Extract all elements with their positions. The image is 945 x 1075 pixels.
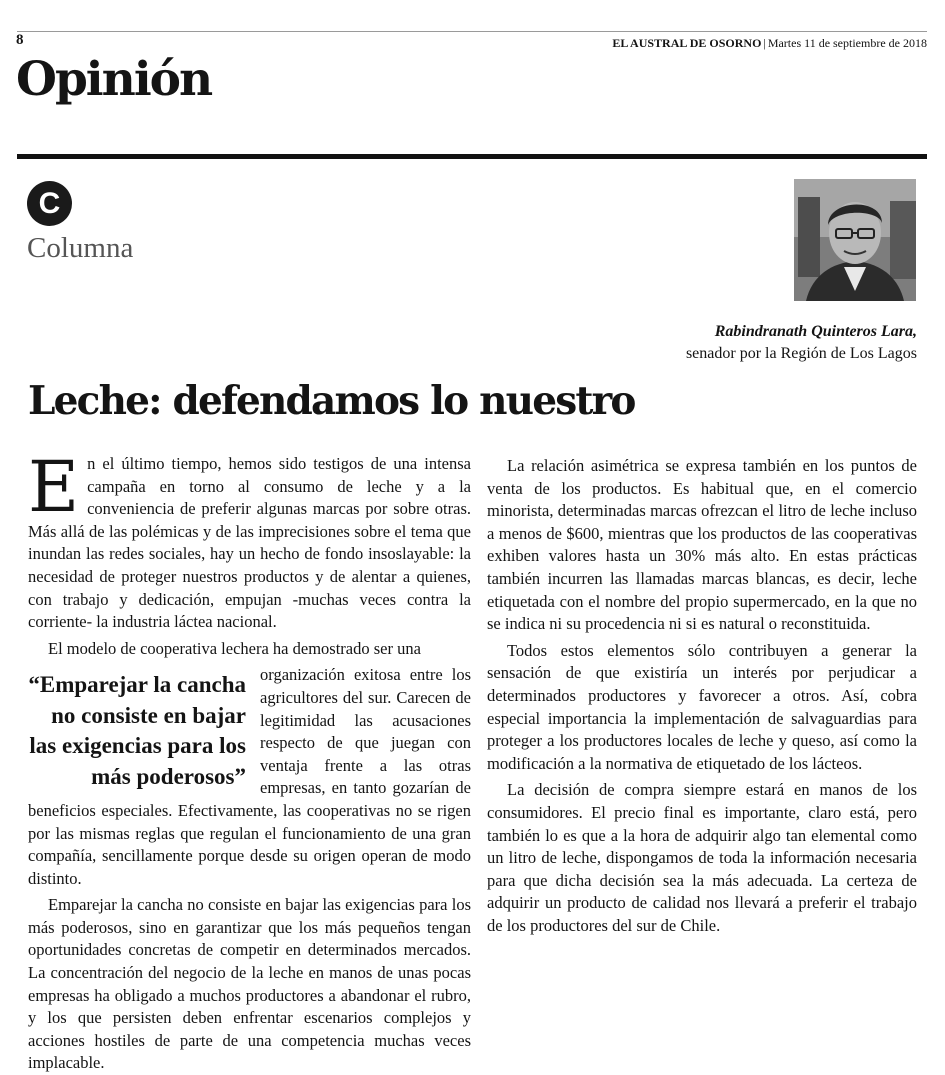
article-paragraph-3: Emparejar la cancha no consiste en bajar las exigencias para los más poderosos, sino en garantizar que los más pequeños tengan oportunidades concretas de competir en determinados mercados. La concentración del negocio de la leche en manos de unas pocas empresas ha obligado a muchos productores a abandonar el rubro, y los que persisten deben enfrentar escenarios complejos y acciones hostiles de parte de una competencia muchas veces implacable. — [28, 895, 471, 1073]
paragraph-2-text: organización exitosa entre los agricultores del sur. Carecen de legitimidad las acusaciones respecto de que juegan con ventaja frente a las otras empresas, en tanto gozarían de beneficios especiales. Efectivamente, las cooperativas no se rigen por las mismas reglas que regulan el funcionamiento de una gran compañía, sencillamente porque desde su origen operan de modo distinto. — [28, 665, 471, 888]
article-headline: Leche: defendamos lo nuestro — [28, 378, 635, 424]
paragraph-1-text: n el último tiempo, hemos sido testigos de una intensa campaña en torno al consumo de leche y a la conveniencia de preferir algunas marcas por sobre otras. Más allá de las polémicas y de las imprecisiones sobre el tema que inundan las redes sociales, hay un hecho de fondo insoslayable: la necesidad de proteger nuestros productos y de alentar a quienes, con trabajo y dedicación, empujan -muchas veces contra la corriente- la industria láctea nacional. — [28, 454, 471, 632]
top-rule — [17, 31, 927, 32]
dateline-separator: | — [763, 36, 766, 50]
author-byline — [686, 321, 917, 365]
article-paragraph-2 — [28, 664, 471, 890]
article-column-right — [487, 455, 917, 937]
column-badge-icon: C — [27, 181, 72, 226]
article-paragraph-1 — [28, 446, 471, 634]
article-paragraph-6: La decisión de compra siempre estará en manos de los consumidores. El precio final es importante, claro está, pero también lo es que a la hora de adquirir algo tan elemental como un litro de leche, dispongamos de toda la información necesaria para que dicha decisión sea la más adecuada. La certeza de adquirir un producto de calidad nos llevará a preferir el trabajo de los productores del sur de Chile. — [487, 780, 917, 935]
article-paragraph-5: Todos estos elementos sólo contribuyen a generar la sensación de que existiría un interés por perjudicar a determinados productores y favorecer a otros. Así, cobra especial importancia la implementación de salvaguardias para proteger a los productores locales de leche y queso, así como la modificación a la normativa de etiquetado de los lácteos. — [487, 640, 917, 773]
author-photo — [794, 179, 916, 301]
article-paragraph-2-lead: El modelo de cooperativa lechera ha demostrado ser una — [48, 638, 421, 658]
article-column-left — [28, 446, 471, 1075]
author-name: Rabindranath Quinteros Lara, — [714, 323, 917, 340]
author-portrait-image — [794, 179, 916, 301]
column-label: Columna — [27, 232, 134, 264]
pull-quote: “Emparejar la cancha no consiste en bajar las exigencias para los más poderosos” — [28, 672, 246, 789]
dateline — [612, 36, 927, 51]
author-role: senador por la Región de Los Lagos — [685, 345, 917, 362]
drop-cap: E — [28, 446, 80, 528]
article-paragraph-4: La relación asimétrica se expresa también en los puntos de venta de los productos. Es habitual que, en el comercio minorista, determinadas marcas ofrezcan el litro de leche incluso a menos de $600, mientras que los productos de las cooperativas exhiben valores hasta un 30% más alto. En estas prácticas también incurren las llamadas marcas blancas, es decir, leche etiquetada con el nombre del propio supermercado, en la que no se indica ni su procedencia ni si es natural o reconstituida. — [487, 456, 917, 634]
section-title: Opinión — [16, 52, 212, 107]
issue-date: Martes 11 de septiembre de 2018 — [767, 36, 927, 50]
page-number: 8 — [16, 32, 24, 48]
newspaper-name: EL AUSTRAL DE OSORNO — [612, 36, 762, 50]
section-rule — [17, 154, 927, 159]
